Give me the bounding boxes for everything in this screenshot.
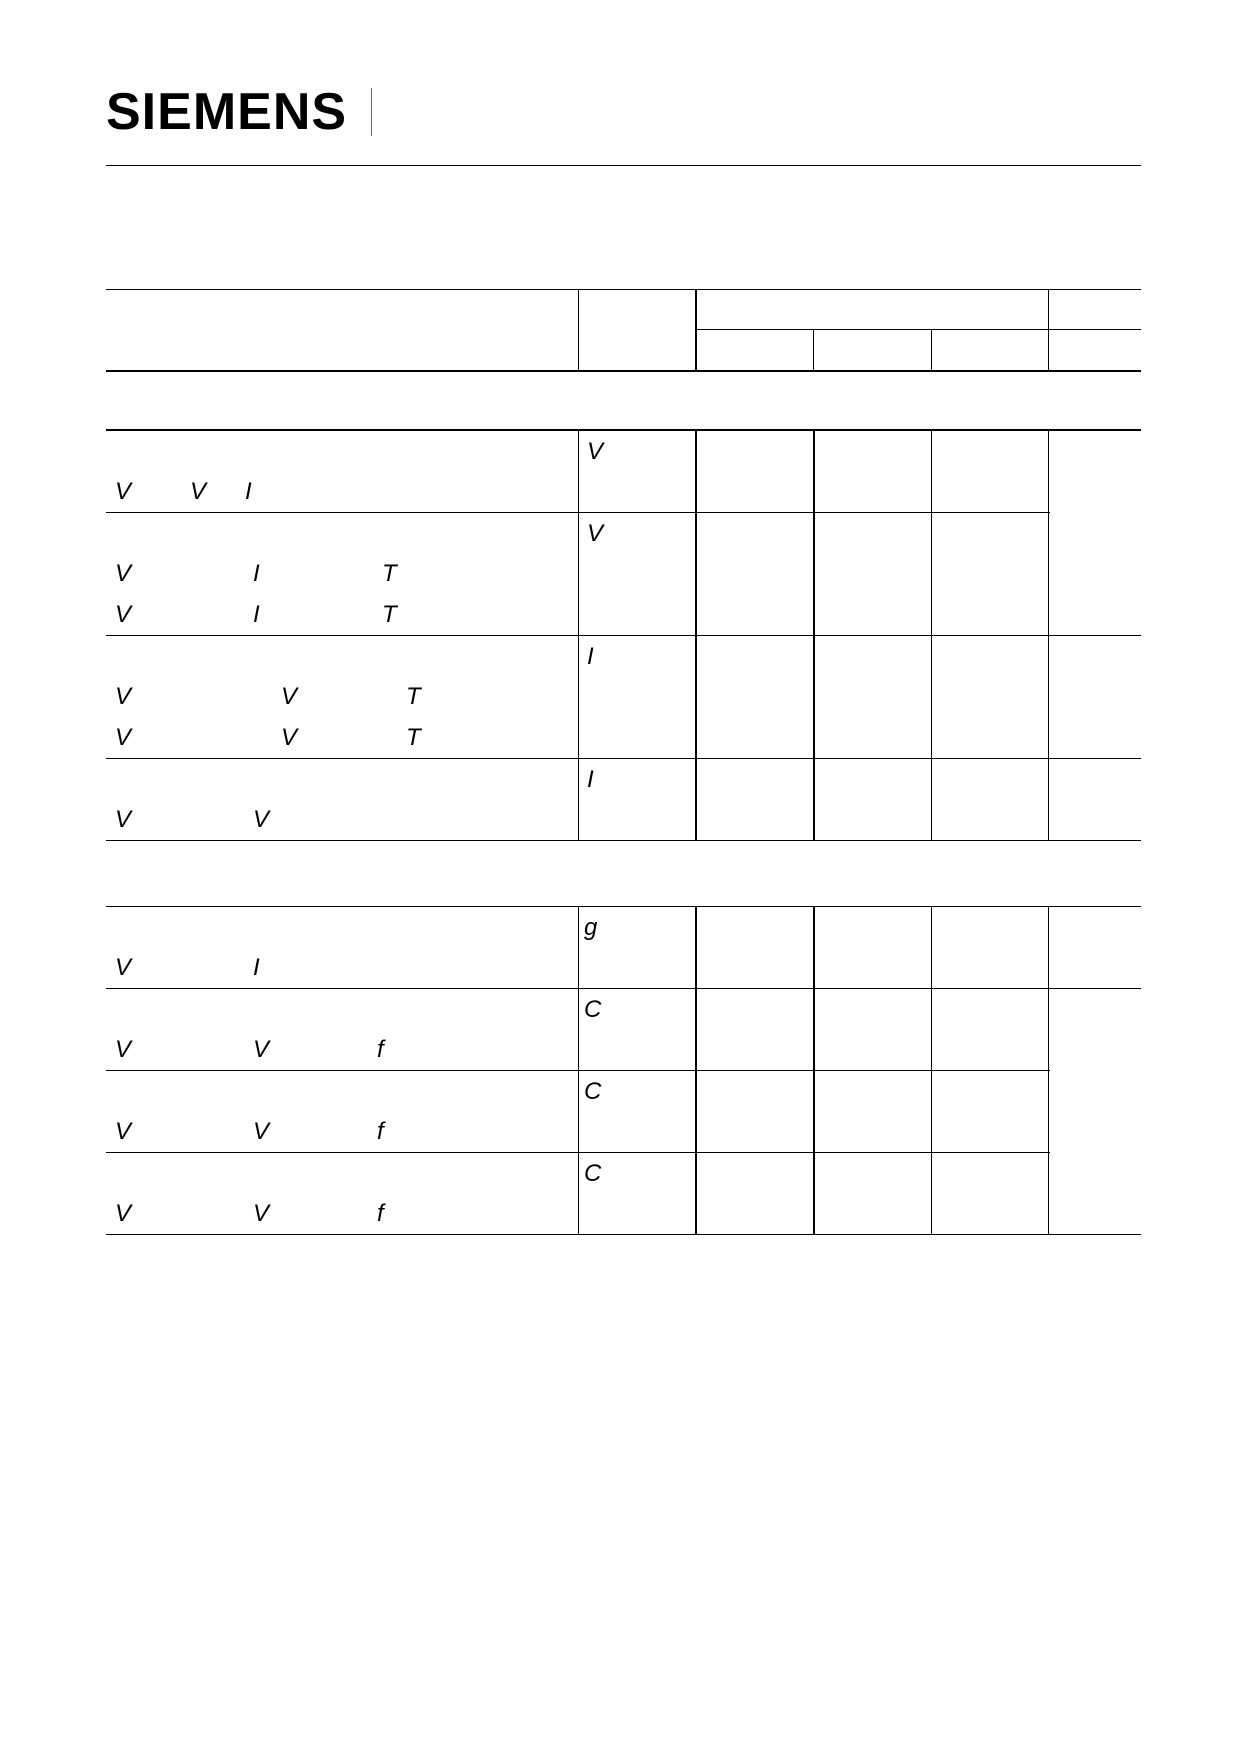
section-end-line: [106, 840, 1141, 841]
symbol: I: [587, 766, 594, 793]
condition-var: T: [406, 724, 421, 751]
condition-var: V: [115, 601, 132, 628]
symbol: V: [587, 438, 604, 465]
col-line: [578, 289, 579, 371]
symbol: C: [584, 996, 602, 1023]
condition-var: T: [406, 683, 421, 710]
condition-var: V: [115, 560, 132, 587]
col-line: [578, 429, 579, 841]
condition-var: V: [115, 724, 132, 751]
condition-var: T: [382, 601, 397, 628]
col-line: [931, 906, 932, 1235]
condition-var: V: [115, 1118, 132, 1145]
condition-var: V: [115, 806, 132, 833]
condition-var: f: [377, 1118, 384, 1145]
condition-var: V: [253, 1036, 270, 1063]
col-line: [813, 329, 814, 371]
condition-var: f: [377, 1036, 384, 1063]
condition-var: V: [190, 478, 207, 505]
col-line: [931, 429, 932, 841]
header-rule: [106, 165, 1141, 166]
siemens-logo: SIEMENS: [106, 83, 348, 141]
table-bottom-line: [106, 1234, 1141, 1235]
condition-var: I: [253, 560, 260, 587]
condition-var: I: [245, 478, 252, 505]
section1-line: [106, 429, 1141, 431]
symbol: C: [584, 1078, 602, 1105]
symbol: V: [587, 520, 604, 547]
row-line: [106, 988, 1141, 989]
section2-line: [106, 906, 1141, 907]
row-line: [106, 758, 1141, 759]
condition-var: V: [115, 954, 132, 981]
header-sub-line: [697, 329, 1141, 330]
col-line: [695, 429, 697, 841]
col-line: [578, 906, 579, 1235]
condition-var: V: [281, 683, 298, 710]
condition-var: I: [253, 954, 260, 981]
col-line: [695, 906, 697, 1235]
condition-var: V: [115, 683, 132, 710]
col-line: [813, 429, 815, 841]
condition-var: V: [281, 724, 298, 751]
condition-var: V: [253, 1200, 270, 1227]
table-top-line: [106, 289, 1141, 290]
condition-var: V: [253, 1118, 270, 1145]
symbol: I: [587, 643, 594, 670]
condition-var: V: [115, 1200, 132, 1227]
col-line: [813, 906, 815, 1235]
col-line: [931, 329, 932, 371]
condition-var: T: [382, 560, 397, 587]
logo-edge-mark: [371, 88, 372, 136]
condition-var: V: [253, 806, 270, 833]
condition-var: I: [253, 601, 260, 628]
condition-var: f: [377, 1200, 384, 1227]
symbol: C: [584, 1160, 602, 1187]
condition-var: V: [115, 478, 132, 505]
col-line: [1048, 906, 1049, 1235]
condition-var: V: [115, 1036, 132, 1063]
col-line: [1048, 429, 1049, 841]
symbol: g: [584, 914, 598, 941]
col-line: [695, 289, 697, 371]
header-bottom-line: [106, 370, 1141, 372]
col-line: [1048, 289, 1049, 371]
row-line: [106, 635, 1141, 636]
